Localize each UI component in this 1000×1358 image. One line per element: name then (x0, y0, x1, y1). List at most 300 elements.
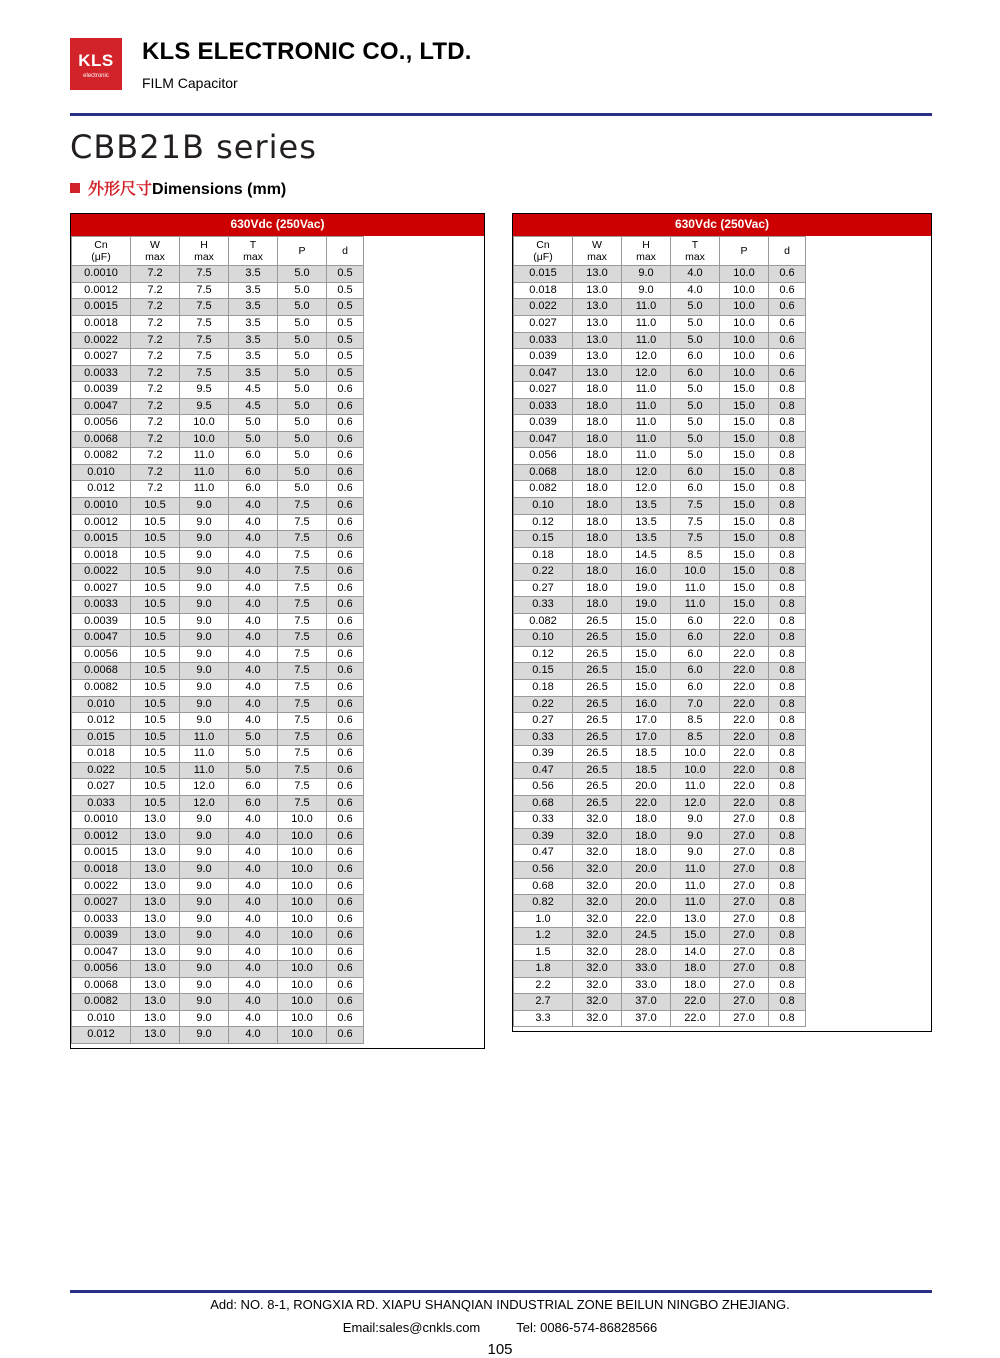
table-cell: 10.0 (180, 415, 229, 432)
footer-email: Email:sales@cnkls.com (342, 1320, 481, 1335)
table-cell: 0.6 (327, 580, 364, 597)
table-cell: 0.6 (327, 944, 364, 961)
table-cell: 10.0 (278, 994, 327, 1011)
table-row (514, 448, 806, 465)
table-row (72, 746, 364, 763)
table-cell: 7.5 (278, 795, 327, 812)
table-row (72, 299, 364, 316)
table-cell: 10.5 (131, 580, 180, 597)
col-h: H max (180, 237, 229, 266)
table-cell: 3.5 (229, 282, 278, 299)
table-cell: 15.0 (622, 646, 671, 663)
table-cell: 0.0027 (72, 349, 131, 366)
table-cell: 0.6 (327, 845, 364, 862)
table-row (72, 862, 364, 879)
table-cell: 13.0 (131, 862, 180, 879)
table-cell: 0.0018 (72, 862, 131, 879)
table-cell: 18.5 (622, 762, 671, 779)
table-row (514, 282, 806, 299)
table-cell: 0.0018 (72, 547, 131, 564)
table-cell: 0.6 (327, 1027, 364, 1044)
table-cell: 22.0 (720, 762, 769, 779)
table-row (514, 315, 806, 332)
table-cell: 9.0 (180, 547, 229, 564)
table-cell: 15.0 (720, 415, 769, 432)
table-cell: 0.010 (72, 1010, 131, 1027)
table-cell: 10.0 (278, 862, 327, 879)
table-cell: 18.0 (573, 564, 622, 581)
table-cell: 7.5 (278, 514, 327, 531)
table-row (514, 812, 806, 829)
table-row (72, 895, 364, 912)
table-cell: 7.5 (278, 729, 327, 746)
table-cell: 0.39 (514, 828, 573, 845)
col-d: d (769, 237, 806, 266)
table-cell: 7.5 (278, 762, 327, 779)
table-cell: 32.0 (573, 828, 622, 845)
table-row (514, 613, 806, 630)
table-cell: 16.0 (622, 564, 671, 581)
table-cell: 0.010 (72, 696, 131, 713)
table-cell: 6.0 (671, 679, 720, 696)
table-row (514, 713, 806, 730)
table-cell: 6.0 (671, 646, 720, 663)
table-cell: 11.0 (622, 332, 671, 349)
table-cell: 9.0 (180, 812, 229, 829)
table-cell: 15.0 (720, 431, 769, 448)
table-cell: 4.0 (229, 630, 278, 647)
table-cell: 0.6 (769, 315, 806, 332)
table-cell: 0.0039 (72, 928, 131, 945)
table-cell: 7.5 (278, 531, 327, 548)
table-cell: 0.6 (769, 266, 806, 283)
table-cell: 0.6 (327, 696, 364, 713)
table-cell: 1.8 (514, 961, 573, 978)
table-cell: 22.0 (671, 994, 720, 1011)
table-row (514, 431, 806, 448)
table-cell: 11.0 (671, 878, 720, 895)
table-cell: 6.0 (229, 795, 278, 812)
table-cell: 0.8 (769, 862, 806, 879)
table-cell: 0.6 (327, 497, 364, 514)
table-cell: 4.0 (229, 878, 278, 895)
table-row (514, 514, 806, 531)
table-cell: 8.5 (671, 729, 720, 746)
section-heading-en: Dimensions (mm) (152, 181, 287, 198)
table-cell: 18.0 (573, 580, 622, 597)
table-cell: 5.0 (229, 746, 278, 763)
table-cell: 10.5 (131, 762, 180, 779)
table-cell: 0.082 (514, 613, 573, 630)
table-cell: 13.0 (131, 812, 180, 829)
table-cell: 0.018 (514, 282, 573, 299)
table-row (514, 646, 806, 663)
table-cell: 15.0 (720, 531, 769, 548)
table-cell: 0.8 (769, 895, 806, 912)
table-cell: 10.0 (720, 332, 769, 349)
table-cell: 6.0 (671, 663, 720, 680)
table-cell: 13.0 (131, 845, 180, 862)
table-cell: 0.0056 (72, 646, 131, 663)
table-cell: 10.0 (278, 944, 327, 961)
table-cell: 0.022 (514, 299, 573, 316)
table-cell: 0.8 (769, 547, 806, 564)
table-cell: 4.0 (229, 928, 278, 945)
table-row (514, 464, 806, 481)
table-cell: 0.6 (327, 878, 364, 895)
table-cell: 7.5 (278, 547, 327, 564)
table-row (72, 613, 364, 630)
table-cell: 27.0 (720, 928, 769, 945)
table-cell: 7.5 (278, 564, 327, 581)
table-cell: 22.0 (720, 713, 769, 730)
table-cell: 0.8 (769, 497, 806, 514)
table-cell: 26.5 (573, 713, 622, 730)
table-row (514, 779, 806, 796)
col-h: H max (622, 237, 671, 266)
table-cell: 7.5 (278, 630, 327, 647)
table-cell: 18.0 (573, 431, 622, 448)
table-cell: 9.0 (180, 1010, 229, 1027)
table-cell: 0.0015 (72, 299, 131, 316)
table-cell: 15.0 (671, 928, 720, 945)
page-header (70, 38, 932, 110)
table-row (514, 944, 806, 961)
table-row (514, 332, 806, 349)
table-cell: 7.0 (671, 696, 720, 713)
table-cell: 5.0 (278, 315, 327, 332)
table-cell: 0.0010 (72, 266, 131, 283)
table-cell: 0.6 (327, 398, 364, 415)
table-cell: 32.0 (573, 878, 622, 895)
table-cell: 0.8 (769, 911, 806, 928)
table-cell: 13.0 (573, 299, 622, 316)
table-cell: 0.022 (72, 762, 131, 779)
table-cell: 10.5 (131, 547, 180, 564)
table-header-row (514, 237, 806, 266)
table-cell: 0.6 (327, 895, 364, 912)
table-cell: 7.2 (131, 349, 180, 366)
table-cell: 6.0 (671, 630, 720, 647)
table-cell: 13.0 (671, 911, 720, 928)
table-cell: 6.0 (671, 349, 720, 366)
table-cell: 4.0 (229, 646, 278, 663)
table-row (72, 315, 364, 332)
table-cell: 11.0 (671, 895, 720, 912)
table-cell: 9.0 (180, 1027, 229, 1044)
table-cell: 7.2 (131, 299, 180, 316)
table-cell: 0.6 (327, 862, 364, 879)
table-cell: 9.0 (180, 531, 229, 548)
table-cell: 3.5 (229, 299, 278, 316)
table-row (72, 961, 364, 978)
table-cell: 0.015 (72, 729, 131, 746)
table-cell: 18.0 (573, 597, 622, 614)
table-cell: 27.0 (720, 1010, 769, 1027)
table-row (514, 547, 806, 564)
table-cell: 0.0010 (72, 497, 131, 514)
table-cell: 4.0 (229, 828, 278, 845)
table-row (72, 597, 364, 614)
table-row (72, 382, 364, 399)
table-cell: 9.0 (180, 514, 229, 531)
table-cell: 0.0022 (72, 878, 131, 895)
table-caption-left: 630Vdc (250Vac) (71, 214, 484, 236)
table-cell: 8.5 (671, 713, 720, 730)
table-cell: 0.8 (769, 696, 806, 713)
table-cell: 13.0 (131, 878, 180, 895)
table-cell: 15.0 (720, 398, 769, 415)
table-right (513, 236, 806, 1027)
table-cell: 0.0027 (72, 580, 131, 597)
table-cell: 0.0015 (72, 531, 131, 548)
table-cell: 0.8 (769, 464, 806, 481)
table-cell: 0.039 (514, 415, 573, 432)
table-row (514, 349, 806, 366)
table-cell: 0.068 (514, 464, 573, 481)
table-cell: 9.0 (180, 911, 229, 928)
table-cell: 0.47 (514, 845, 573, 862)
table-cell: 11.0 (671, 580, 720, 597)
table-cell: 26.5 (573, 613, 622, 630)
table-cell: 0.027 (72, 779, 131, 796)
table-cell: 4.0 (229, 1010, 278, 1027)
table-cell: 0.6 (769, 282, 806, 299)
table-cell: 5.0 (278, 282, 327, 299)
table-right-head (514, 237, 806, 266)
table-cell: 2.2 (514, 977, 573, 994)
table-cell: 0.6 (327, 977, 364, 994)
table-cell: 27.0 (720, 895, 769, 912)
table-cell: 10.0 (278, 928, 327, 945)
table-cell: 9.0 (180, 713, 229, 730)
table-cell: 32.0 (573, 1010, 622, 1027)
table-cell: 0.6 (327, 663, 364, 680)
table-cell: 0.0056 (72, 961, 131, 978)
table-cell: 13.0 (131, 961, 180, 978)
table-cell: 4.0 (229, 911, 278, 928)
table-cell: 0.8 (769, 977, 806, 994)
table-cell: 0.0047 (72, 630, 131, 647)
table-row (72, 828, 364, 845)
table-cell: 4.0 (229, 663, 278, 680)
table-cell: 18.0 (573, 497, 622, 514)
table-cell: 6.0 (671, 481, 720, 498)
table-cell: 0.56 (514, 862, 573, 879)
table-cell: 20.0 (622, 779, 671, 796)
table-cell: 0.8 (769, 713, 806, 730)
table-cell: 4.0 (229, 679, 278, 696)
table-cell: 0.27 (514, 713, 573, 730)
table-cell: 7.5 (278, 613, 327, 630)
table-cell: 32.0 (573, 895, 622, 912)
logo-subtext: electronic (83, 73, 109, 79)
table-cell: 10.0 (720, 299, 769, 316)
table-cell: 26.5 (573, 696, 622, 713)
table-cell: 7.2 (131, 464, 180, 481)
table-cell: 0.6 (327, 597, 364, 614)
table-row (514, 696, 806, 713)
table-cell: 13.0 (573, 282, 622, 299)
table-cell: 0.0039 (72, 382, 131, 399)
table-cell: 12.0 (180, 795, 229, 812)
table-cell: 3.5 (229, 349, 278, 366)
table-cell: 12.0 (622, 349, 671, 366)
table-cell: 32.0 (573, 944, 622, 961)
table-cell: 9.0 (180, 994, 229, 1011)
table-cell: 0.8 (769, 646, 806, 663)
table-cell: 5.0 (278, 415, 327, 432)
table-cell: 19.0 (622, 597, 671, 614)
table-cell: 15.0 (622, 663, 671, 680)
table-cell: 0.012 (72, 1027, 131, 1044)
table-cell: 26.5 (573, 630, 622, 647)
table-cell: 5.0 (229, 729, 278, 746)
table-cell: 0.8 (769, 481, 806, 498)
table-cell: 11.0 (622, 415, 671, 432)
table-cell: 5.0 (671, 415, 720, 432)
dimensions-table-left (70, 213, 485, 1049)
table-cell: 18.0 (573, 531, 622, 548)
logo-wordmark: KLS (78, 51, 114, 70)
table-cell: 0.033 (514, 398, 573, 415)
table-cell: 11.0 (622, 398, 671, 415)
table-cell: 0.0068 (72, 431, 131, 448)
table-cell: 26.5 (573, 679, 622, 696)
table-cell: 0.012 (72, 481, 131, 498)
table-cell: 11.0 (180, 762, 229, 779)
table-cell: 0.8 (769, 828, 806, 845)
table-cell: 15.0 (720, 547, 769, 564)
table-cell: 7.5 (278, 696, 327, 713)
table-cell: 10.5 (131, 564, 180, 581)
table-row (514, 415, 806, 432)
table-row (72, 547, 364, 564)
table-row (72, 564, 364, 581)
table-cell: 0.0068 (72, 977, 131, 994)
table-cell: 7.2 (131, 448, 180, 465)
table-cell: 5.0 (278, 299, 327, 316)
table-cell: 4.0 (229, 514, 278, 531)
table-cell: 0.6 (327, 481, 364, 498)
table-cell: 8.5 (671, 547, 720, 564)
table-cell: 20.0 (622, 862, 671, 879)
table-cell: 10.0 (278, 895, 327, 912)
table-cell: 9.5 (180, 398, 229, 415)
table-cell: 0.8 (769, 564, 806, 581)
table-cell: 0.0012 (72, 282, 131, 299)
table-cell: 9.0 (180, 828, 229, 845)
table-cell: 12.0 (622, 365, 671, 382)
table-cell: 9.0 (180, 961, 229, 978)
table-row (72, 415, 364, 432)
table-cell: 12.0 (622, 464, 671, 481)
table-row (514, 299, 806, 316)
table-cell: 10.0 (278, 977, 327, 994)
table-cell: 4.0 (229, 845, 278, 862)
page-number: 105 (487, 1341, 513, 1358)
table-row (72, 713, 364, 730)
table-cell: 0.27 (514, 580, 573, 597)
table-row (514, 762, 806, 779)
table-cell: 0.12 (514, 514, 573, 531)
table-cell: 18.0 (622, 828, 671, 845)
table-row (514, 878, 806, 895)
table-cell: 15.0 (720, 514, 769, 531)
table-cell: 9.0 (180, 646, 229, 663)
table-cell: 27.0 (720, 862, 769, 879)
table-cell: 5.0 (278, 349, 327, 366)
table-cell: 4.5 (229, 398, 278, 415)
table-cell: 1.2 (514, 928, 573, 945)
table-row (72, 365, 364, 382)
table-cell: 6.0 (229, 464, 278, 481)
table-cell: 0.8 (769, 382, 806, 399)
table-cell: 13.0 (131, 1027, 180, 1044)
table-cell: 9.0 (180, 597, 229, 614)
table-cell: 0.0068 (72, 663, 131, 680)
table-cell: 0.8 (769, 812, 806, 829)
table-cell: 14.5 (622, 547, 671, 564)
table-cell: 15.0 (622, 613, 671, 630)
dimensions-table-right (512, 213, 932, 1032)
table-cell: 3.5 (229, 266, 278, 283)
table-cell: 0.6 (327, 713, 364, 730)
table-row (514, 266, 806, 283)
table-cell: 7.5 (278, 663, 327, 680)
table-cell: 0.5 (327, 365, 364, 382)
table-row (514, 928, 806, 945)
table-cell: 0.6 (327, 961, 364, 978)
col-t: T max (671, 237, 720, 266)
table-cell: 0.0010 (72, 812, 131, 829)
table-row (514, 630, 806, 647)
table-cell: 13.0 (573, 266, 622, 283)
table-cell: 10.0 (180, 431, 229, 448)
table-row (72, 282, 364, 299)
table-cell: 27.0 (720, 977, 769, 994)
table-cell: 0.0082 (72, 994, 131, 1011)
table-cell: 9.0 (180, 696, 229, 713)
table-row (72, 448, 364, 465)
table-cell: 11.0 (622, 299, 671, 316)
table-cell: 27.0 (720, 911, 769, 928)
table-row (72, 332, 364, 349)
table-cell: 0.6 (327, 679, 364, 696)
table-cell: 0.047 (514, 431, 573, 448)
table-cell: 0.8 (769, 795, 806, 812)
table-cell: 0.6 (327, 812, 364, 829)
table-cell: 4.0 (229, 895, 278, 912)
table-cell: 4.5 (229, 382, 278, 399)
table-cell: 0.033 (514, 332, 573, 349)
table-cell: 0.018 (72, 746, 131, 763)
table-cell: 5.0 (278, 266, 327, 283)
table-cell: 4.0 (229, 994, 278, 1011)
table-row (72, 878, 364, 895)
table-cell: 0.056 (514, 448, 573, 465)
table-cell: 5.0 (278, 365, 327, 382)
table-cell: 10.0 (720, 315, 769, 332)
table-cell: 0.8 (769, 746, 806, 763)
table-cell: 0.0022 (72, 564, 131, 581)
col-cn: Cn (μF) (514, 237, 573, 266)
table-cell: 11.0 (622, 431, 671, 448)
table-row (72, 663, 364, 680)
table-cell: 27.0 (720, 944, 769, 961)
table-row (514, 795, 806, 812)
col-w: W max (131, 237, 180, 266)
